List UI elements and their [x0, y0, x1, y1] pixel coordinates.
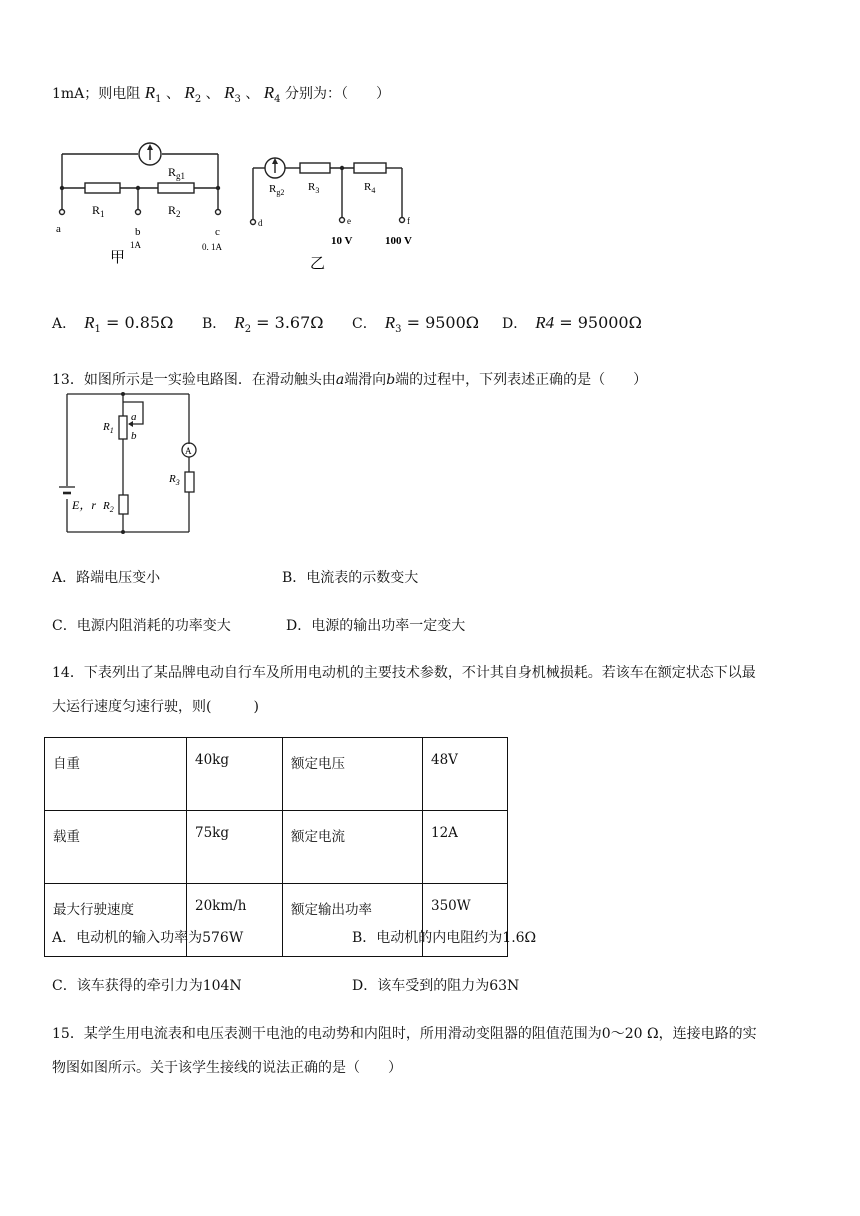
table-cell: 48V	[423, 738, 508, 811]
q12-r4: R	[263, 83, 275, 102]
q12-r2: R	[184, 83, 195, 102]
table-cell: 40kg	[187, 738, 283, 811]
table-cell: 额定电流	[283, 811, 423, 884]
table-cell: 额定电压	[283, 738, 423, 811]
q12-r2-sub: 2	[194, 93, 202, 105]
r4-label: $R_4$	[364, 181, 376, 195]
q15-stem-line2: 物图如图所示。关于该学生接线的说法正确的是（ ）	[52, 1060, 402, 1076]
terminal-f-label: f	[407, 216, 410, 226]
terminal-a-label: a	[56, 223, 61, 235]
q13-b-label: b	[131, 430, 137, 442]
rg2-label: $R_{g2}$	[269, 183, 285, 197]
table-cell: 自重	[45, 738, 187, 811]
q12-sep: 、	[165, 86, 180, 102]
q12-option-c: C． $R_3 = 9500\Omega$	[352, 313, 480, 335]
table-cell: 额定输出功率	[283, 884, 423, 957]
q13-stem: 13．如图所示是一实验电路图．在滑动触头由a端滑向b端的过程中，下列表述正确的是（ ）	[52, 372, 648, 388]
q14-option-c: C．该车获得的牵引力为104N	[52, 978, 242, 994]
q14-option-a: A．电动机的输入功率为576W	[52, 930, 244, 946]
q13-circuit	[55, 388, 205, 538]
q12-sep: 、	[245, 86, 260, 102]
q12-r4-sub: 4	[274, 93, 281, 105]
q12-r3: R	[224, 83, 235, 102]
q13-option-b: B．电流表的示数变大	[282, 570, 419, 586]
q12-option-d: D． R4 = 95000Ω	[502, 313, 642, 332]
table-cell: 12A	[423, 811, 508, 884]
q12-r1-sub: 1	[155, 93, 162, 105]
spec-table	[44, 737, 508, 957]
table-cell: 75kg	[187, 811, 283, 884]
table-cell: 20km/h	[187, 884, 283, 957]
ammeter-label: A	[185, 446, 192, 456]
table-cell: 350W	[423, 884, 508, 957]
q12-option-a: A． $R_1 = 0.85\Omega$	[52, 313, 174, 335]
q15-stem-line1: 15．某学生用电流表和电压表测干电池的电动势和内阻时，所用滑动变阻器的阻值范围为0～20 Ω，连接电路的实	[52, 1026, 757, 1042]
q13-option-d: D．电源的输出功率一定变大	[286, 618, 466, 634]
terminal-d-label: d	[258, 218, 263, 228]
e-voltage-label: 10 V	[331, 235, 353, 247]
terminal-b-label: b	[135, 226, 141, 238]
q14-stem-line1: 14．下表列出了某品牌电动自行车及所用电动机的主要技术参数，不计其自身机械损耗。若该车在额定状态下以最	[52, 665, 756, 681]
q13-r3-label: $R_3$	[169, 473, 180, 487]
q13-r2-label: $R_2$	[103, 500, 114, 514]
c-current-label: 0. 1A	[202, 242, 222, 252]
q14-option-b: B．电动机的内电阻约为1.6Ω	[352, 930, 537, 946]
terminal-c-label: c	[215, 226, 220, 238]
q13-source-label: E，r	[72, 498, 97, 512]
b-current-label: 1A	[130, 240, 141, 250]
r1-label: $R_1$	[92, 203, 105, 219]
table-cell: 最大行驶速度	[45, 884, 187, 957]
rg1-label: $R_{g1}$	[168, 165, 186, 181]
q13-option-a: A．路端电压变小	[52, 570, 161, 586]
f-voltage-label: 100 V	[385, 235, 412, 247]
q12-circuit-right	[240, 150, 430, 275]
table-cell: 载重	[45, 811, 187, 884]
r3-label: $R_3$	[308, 181, 320, 195]
fig-yi-caption: 乙	[310, 256, 326, 272]
q13-option-c: C．电源内阻消耗的功率变大	[52, 618, 231, 634]
r2-label: $R_2$	[168, 203, 181, 219]
q14-option-d: D．该车受到的阻力为63N	[352, 978, 520, 994]
q13-r1-label: $R_1$	[103, 421, 114, 435]
fig-jia-caption: 甲	[110, 250, 126, 266]
q12-circuit-left	[50, 138, 250, 273]
q12-r3-sub: 3	[234, 93, 241, 105]
table-row	[45, 811, 508, 884]
q14-stem-line2: 大运行速度匀速行驶，则( )	[52, 699, 259, 715]
q12-option-b: B． $R_2 = 3.67\Omega$	[202, 313, 324, 335]
q12-sep: 、	[205, 86, 220, 102]
table-row	[45, 738, 508, 811]
q12-stem	[52, 83, 390, 105]
q12-lead: 1mA；则电阻	[52, 86, 141, 102]
q12-tail: 分别为：（ ）	[284, 86, 390, 102]
terminal-e-label: e	[347, 216, 351, 226]
q13-a-label: a	[131, 411, 137, 423]
q12-r1: R	[144, 83, 156, 102]
